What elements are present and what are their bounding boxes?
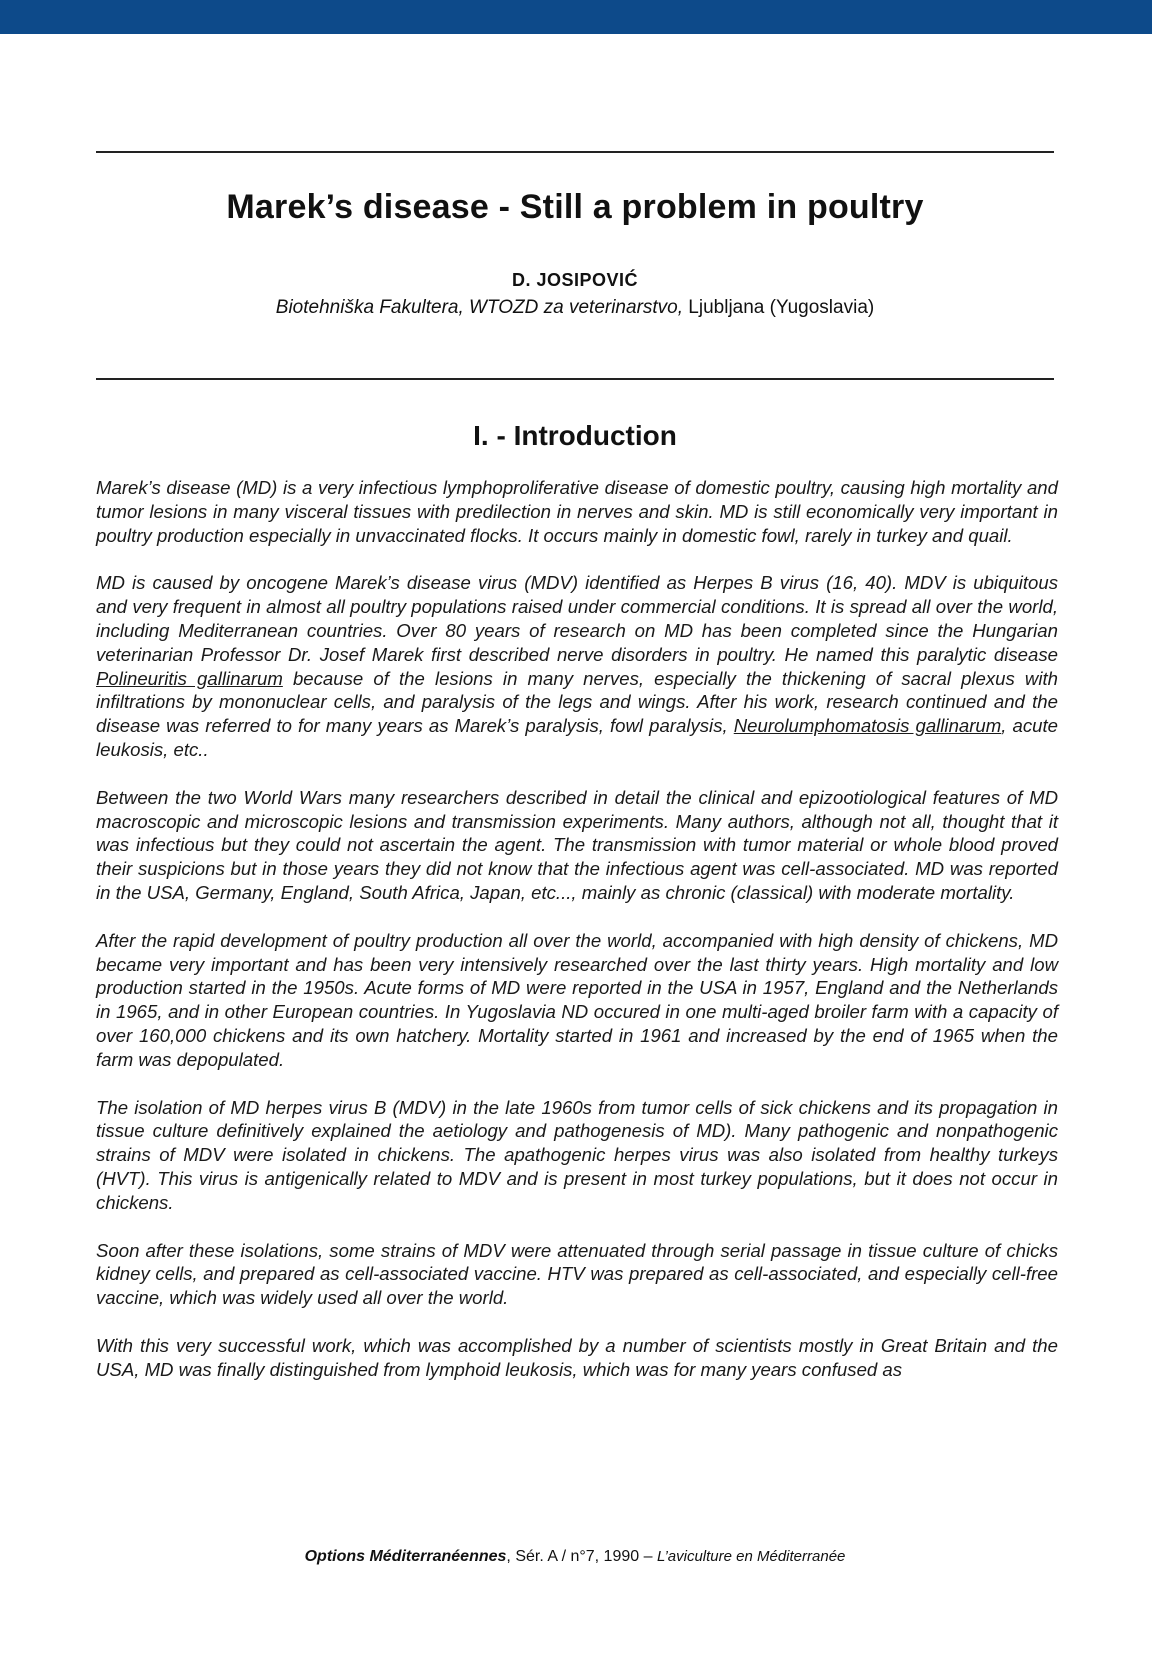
paragraph-4: After the rapid development of poultry production all over the world, accompanied with high density of chickens, MD became very important and has been very intensively researched over the last thirty years. High mortality and low production started in the 1950s. Acute forms of MD were reported in the USA in 1957, England and the Netherlands in 1965, and in other European countries. In Yugoslavia ND occured in one multi-aged broiler farm with a capacity of over 160,000 chickens and its own hatchery. Mortality started in 1961 and increased by the end of 1965 when the farm was depopulated. (96, 929, 1058, 1070)
paragraph-2-part-c: , acute leukosis, etc.. (96, 715, 1058, 760)
paper-title: Marek’s disease - Still a problem in poultry (226, 188, 924, 226)
paragraph-6: Soon after these isolations, some strains of MDV were attenuated through serial passage in tissue culture of chicks kidney cells, and prepared as cell-associated vaccine. HTV was prepared as cell-associated, and especially cell-free vaccine, which was widely used all over the world. (96, 1239, 1058, 1309)
footer-journal: Options Méditerranéennes (304, 1548, 507, 1565)
page-footer (96, 1548, 1054, 1566)
paragraph-2-part-b: because of the lesions in many nerves, especially the thickening of sacral plexus with infiltrations by mononuclear cells, and paralysis of the legs and wings. After his work, research continued and the disease was referred to for many years as Marek’s paralysis, fowl paralysis, (96, 667, 1058, 737)
body-text (96, 476, 1058, 1406)
paragraph-2 (96, 571, 1058, 761)
author-affiliation (96, 297, 1054, 319)
paragraph-7: With this very successful work, which was accomplished by a number of scientists mostly in Great Britain and the USA, MD was finally distinguished from lymphoid leukosis, which was for many years confused as (96, 1334, 1058, 1380)
author-name: D. JOSIPOVIĆ (511, 270, 639, 290)
affiliation-institution: Biotehniška Fakultera, WTOZD za veterinarstvo, (275, 297, 684, 318)
paragraph-5: The isolation of MD herpes virus B (MDV) in the late 1960s from tumor cells of sick chickens and its propagation in tissue culture definitively explained the aetiology and pathogenesis of MD). Many pathogenic and nonpathogenic strains of MDV were isolated in chickens. The apathogenic herpes virus was also isolated from healthy turkeys (HVT). This virus is antigenically related to MDV and is present in most turkey populations, but it does not occur in chickens. (96, 1096, 1058, 1213)
footer-series: , Sér. A / n°7, 1990 – (506, 1548, 657, 1565)
paragraph-1: Marek’s disease (MD) is a very infectious lymphoproliferative disease of domestic poultry, causing high mortality and tumor lesions in many visceral tissues with predilection in nerves and skin. MD is still economically very important in poultry production especially in unvaccinated flocks. It occurs mainly in domestic fowl, rarely in turkey and quail. (96, 477, 1058, 546)
top-divider (96, 151, 1054, 153)
term-neurolumphomatosis: Neurolumphomatosis gallinarum (733, 715, 1002, 737)
footer-issue-title: L’aviculture en Méditerranée (656, 1548, 846, 1565)
top-color-band (0, 0, 1152, 34)
affiliation-place: Ljubljana (Yugoslavia) (683, 297, 875, 318)
paragraph-3: Between the two World Wars many researchers described in detail the clinical and epizootiological features of MD macroscopic and microscopic lesions and transmission experiments. Many authors, although not all, thought that it was infectious but they could not ascertain the agent. The transmission with tumor material or whole blood proved their suspicions but in those years they did not know that the infectious agent was cell-associated. MD was reported in the USA, Germany, England, South Africa, Japan, etc..., mainly as chronic (classical) with moderate mortality. (96, 786, 1058, 903)
term-polineuritis: Polineuritis gallinarum (96, 667, 283, 689)
section-heading: I. - Introduction (473, 420, 677, 451)
paragraph-2-part-a: MD is caused by oncogene Marek’s disease virus (MDV) identified as Herpes B virus (16, 40). MDV is ubiquitous and very frequent in almost all poultry populations raised under commercial conditions. It is spread all over the world, including Mediterranean countries. Over 80 years of research on MD has been completed since the Hungarian veterinarian Professor Dr. Josef Marek first described nerve disorders in poultry. He named this paralytic disease (96, 572, 1058, 665)
header-divider (96, 378, 1054, 380)
